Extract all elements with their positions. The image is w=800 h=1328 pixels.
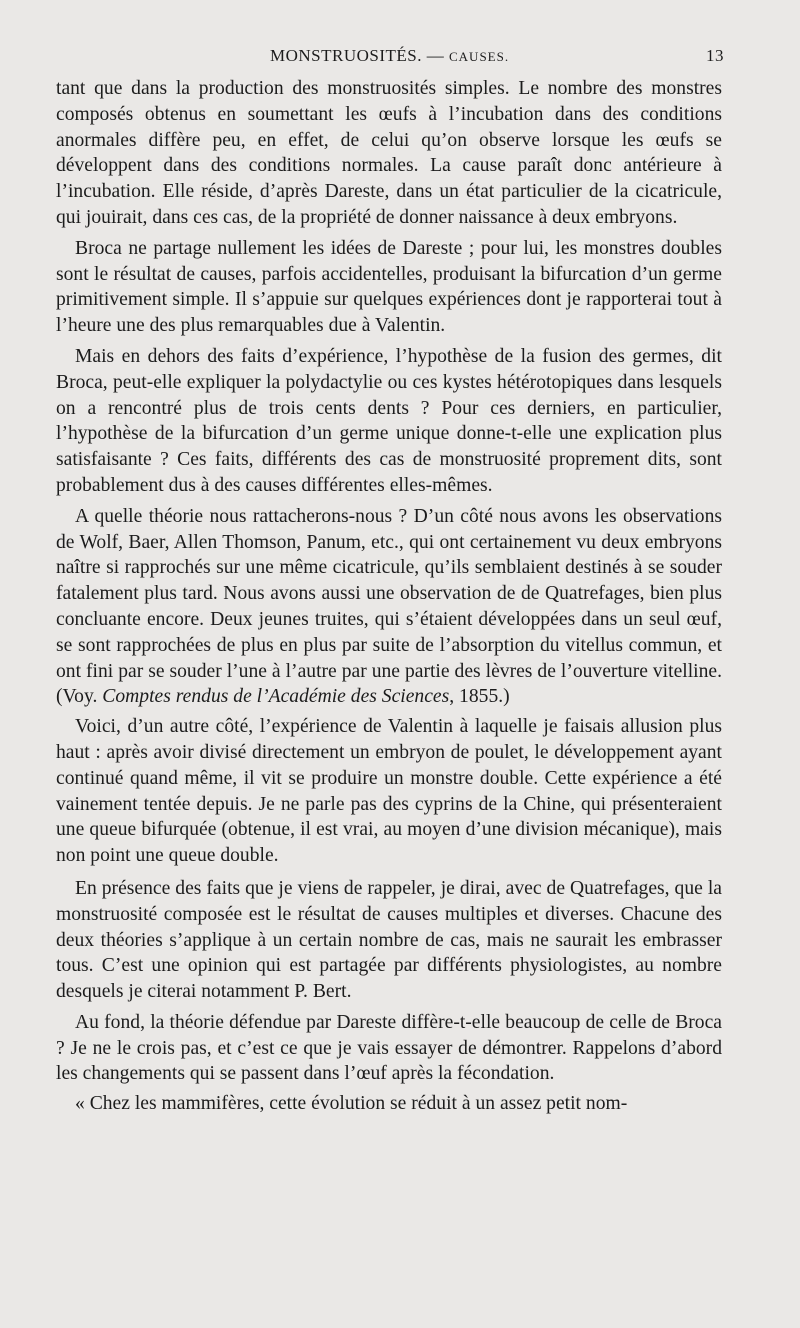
paragraph-1: tant que dans la production des monstruosités simples. Le nombre des monstres composés obtenus en soumettant les œufs à l’incubation dans des conditions anormales diffère peu, en effet, de celui qu’on observe lorsque les œufs se développent dans des conditions normales. La cause paraît donc antérieure à l’incubation. Elle réside, d’après Dareste, dans un état particulier de la cicatricule, qui jouirait, dans ces cas, de la propriété de donner naissance à deux embryons. [56, 78, 722, 228]
paragraph-3: Mais en dehors des faits d’expérience, l’hypothèse de la fusion des germes, dit Broca, peut-elle expliquer la polydactylie ou ces kystes hétérotopiques dans lesquels on a rencontré plus de trois cents dents ? Pour ces derniers, en particulier, l’hypothèse de la bifurcation d’un germe unique donne-t-elle une explication plus satisfaisante ? Ces faits, différents des cas de monstruosité proprement dits, sont probablement dus à des causes différentes elles-mêmes. [56, 345, 722, 496]
paragraph-2: Broca ne partage nullement les idées de Dareste ; pour lui, les monstres doubles sont le résultat de causes, parfois accidentelles, produisant la bifurcation d’un germe primitivement simple. Il s’appuie sur quelques expériences dont je rapporterai tout à l’heure une des plus remarquables due à Valentin. [56, 237, 722, 337]
paragraph-4 [56, 504, 722, 710]
running-title-sub: CAUSES. [449, 49, 510, 64]
page-number: 13 [706, 46, 724, 65]
journal-title: Comptes rendus de l’Académie des Sciences [102, 686, 450, 708]
running-title [270, 46, 509, 66]
paragraph-5: Voici, d’un autre côté, l’expérience de Valentin à laquelle je faisais allusion plus haut : après avoir divisé directement un embryon de poulet, le développement ayant continué quand même, il vit se produire un monstre double. Cette expérience a été vainement tentée depuis. Je ne parle pas des cyprins de la Chine, qui présenteraient une queue bifurquée (obtenue, il est vrai, au moyen d’une division mécanique), mais non point une queue double. [56, 716, 722, 867]
running-title-main: MONSTRUOSITÉS. — [270, 46, 449, 65]
body-text [56, 76, 722, 1117]
paragraph-4-tail: , 1855.) [449, 686, 510, 708]
paragraph-4-text: A quelle théorie nous rattacherons-nous ? D’un côté nous avons les observations de Wolf, Baer, Allen Thomson, Panum, etc., qui ont certainement vu deux embryons naître si rapprochés sur une même cicatricule, qu’ils semblaient destinés à se souder fatalement plus tard. Nous avons aussi une observation de de Quatrefages, bien plus concluante encore. Deux jeunes truites, qui s’étaient développées dans un seul œuf, se sont rapprochées de plus en plus par suite de l’absorption du vitellus commun, et ont fini par se souder l’une à l’autre par une partie des lèvres de l’ouverture vitelline. (Voy. [56, 505, 722, 708]
paragraph-7: Au fond, la théorie défendue par Dareste diffère-t-elle beaucoup de celle de Broca ? Je ne le crois pas, et c’est ce que je vais essayer de démontrer. Rappelons d’abord les changements qui se passent dans l’œuf après la fécondation. [56, 1011, 722, 1085]
running-head [270, 46, 730, 72]
paragraph-8: « Chez les mammifères, cette évolution se réduit à un assez petit nom- [75, 1093, 628, 1115]
paragraph-6: En présence des faits que je viens de rappeler, je dirai, avec de Quatrefages, que la monstruosité composée est le résultat de causes multiples et diverses. Chacune des deux théories s’applique à un certain nombre de cas, mais ne saurait les embrasser tous. C’est une opinion qui est partagée par différents physiologistes, au nombre desquels je citerai notamment P. Bert. [56, 877, 722, 1003]
